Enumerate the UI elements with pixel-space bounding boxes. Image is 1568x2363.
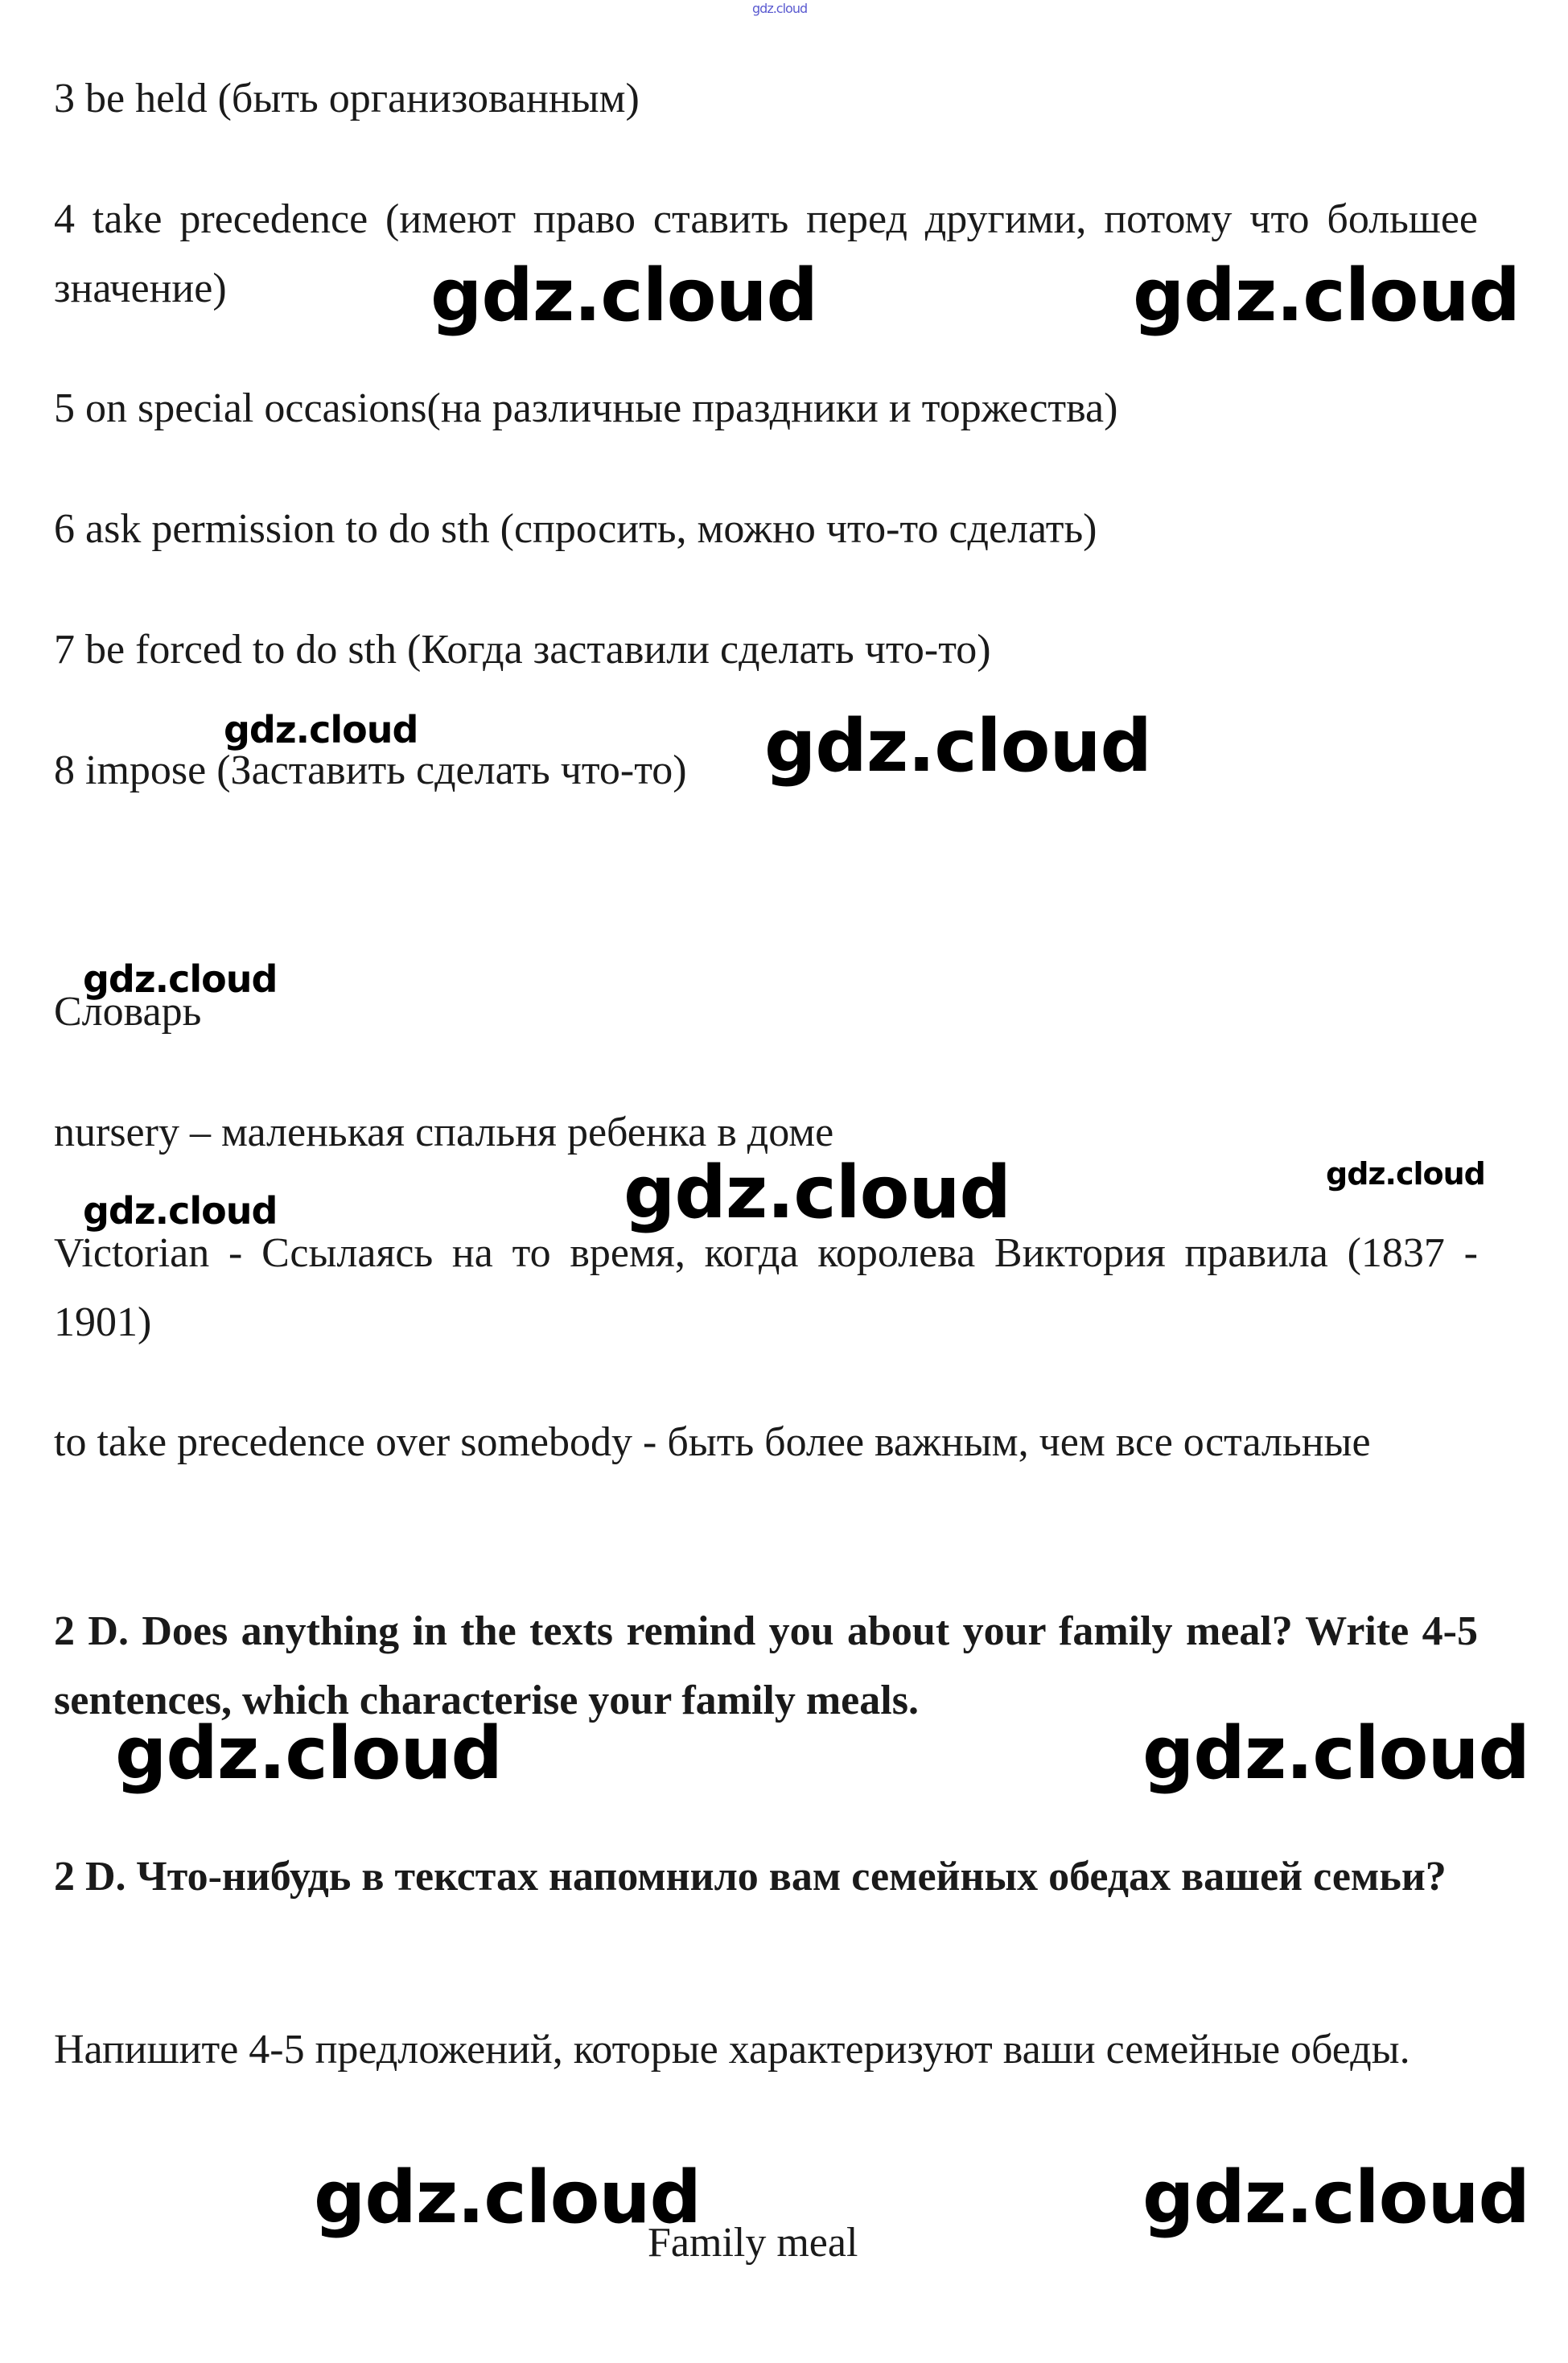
vocab-precedence: to take precedence over somebody - быть более важным, чем все остальные	[54, 1419, 1371, 1465]
watermark: gdz.cloud	[430, 253, 817, 338]
watermark: gdz.cloud	[623, 1151, 1010, 1235]
item-7: 7 be forced to do sth (Когда заставили сделать что-то)	[54, 627, 991, 673]
vocab-nursery: nursery – маленькая спальня ребенка в доме	[54, 1109, 834, 1155]
watermark: gdz.cloud	[115, 1711, 502, 1796]
watermark: gdz.cloud	[83, 957, 278, 1001]
answer-title: Family meal	[648, 2220, 858, 2266]
item-6: 6 ask permission to do sth (спросить, можно что-то сделать)	[54, 506, 1097, 552]
watermark: gdz.cloud	[314, 2155, 701, 2240]
task-english: 2 D. Does anything in the texts remind you about your family meal? Write 4-5 sentences, which characterise your family meals.	[54, 1608, 1478, 1723]
item-4: 4 take precedence (имеют право ставить перед другими, потому что большее значение)	[54, 196, 1478, 311]
task-russian-instruction: Напишите 4-5 предложений, которые характеризуют ваши семейные обеды.	[54, 2027, 1410, 2073]
watermark: gdz.cloud	[1326, 1156, 1485, 1192]
watermark: gdz.cloud	[1142, 1711, 1529, 1796]
item-8: 8 impose (Заставить сделать что-то)	[54, 747, 687, 793]
item-3: 3 be held (быть организованным)	[54, 76, 640, 121]
item-5: 5 on special occasions(на различные праздники и торжества)	[54, 385, 1118, 431]
vocab-title: Словарь	[54, 989, 202, 1035]
watermark: gdz.cloud	[224, 708, 418, 751]
watermark: gdz.cloud	[1142, 2155, 1529, 2240]
watermark: gdz.cloud	[1133, 253, 1520, 338]
watermark: gdz.cloud	[764, 704, 1151, 788]
vocab-victorian: Victorian - Ссылаясь на то время, когда королева Виктория правила (1837 - 1901)	[54, 1230, 1478, 1345]
top-watermark: gdz.cloud	[752, 1, 808, 16]
task-russian-title: 2 D. Что-нибудь в текстах напомнило вам семейных обедах вашей семьи?	[54, 1854, 1447, 1900]
watermark: gdz.cloud	[83, 1189, 278, 1233]
